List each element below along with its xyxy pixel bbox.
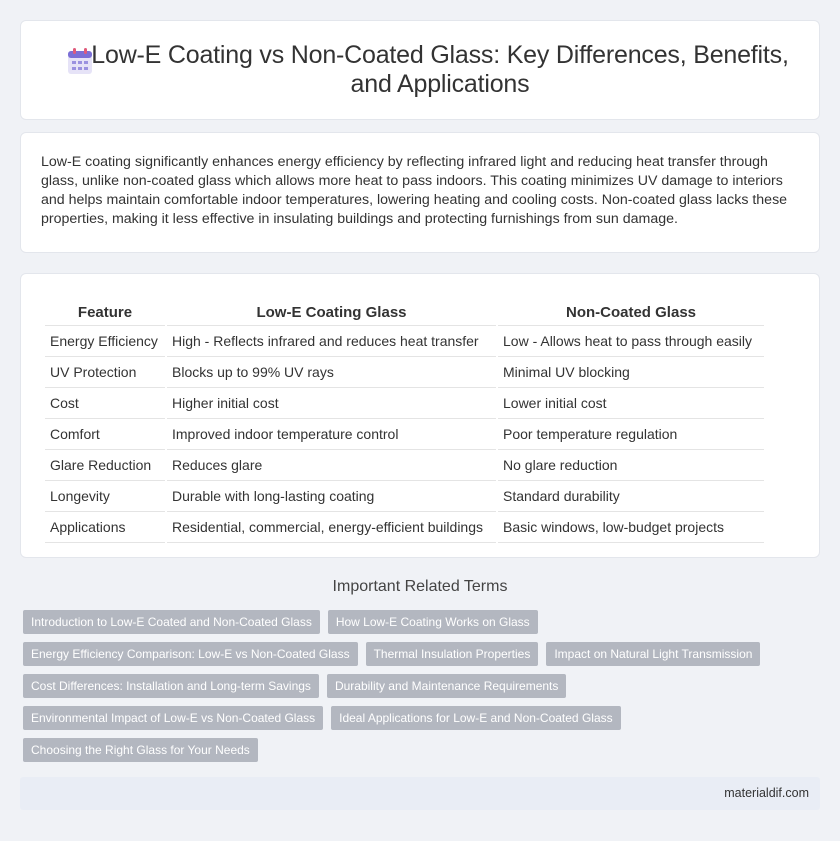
- comparison-table: [43, 296, 766, 543]
- related-term-tag[interactable]: Cost Differences: Installation and Long-term Savings: [23, 674, 319, 698]
- related-term-tag[interactable]: Durability and Maintenance Requirements: [327, 674, 566, 698]
- table-cell: Glare Reduction: [45, 450, 165, 481]
- table-cell: Blocks up to 99% UV rays: [167, 357, 496, 388]
- related-term-tag[interactable]: Choosing the Right Glass for Your Needs: [23, 738, 258, 762]
- table-cell: Improved indoor temperature control: [167, 419, 496, 450]
- column-header-low-e: Low-E Coating Glass: [167, 296, 496, 326]
- column-header-non-coated: Non-Coated Glass: [498, 296, 764, 326]
- footer-site-link[interactable]: materialdif.com: [724, 786, 809, 800]
- table-cell: Minimal UV blocking: [498, 357, 764, 388]
- table-cell: Low - Allows heat to pass through easily: [498, 326, 764, 357]
- table-cell: Residential, commercial, energy-efficient buildings: [167, 512, 496, 543]
- related-term-tag[interactable]: How Low-E Coating Works on Glass: [328, 610, 538, 634]
- related-terms-title: Important Related Terms: [332, 578, 508, 595]
- related-terms-list: [23, 610, 823, 770]
- related-term-tag[interactable]: Introduction to Low-E Coated and Non-Coated Glass: [23, 610, 320, 634]
- related-term-tag[interactable]: Thermal Insulation Properties: [366, 642, 539, 666]
- table-cell: UV Protection: [45, 357, 165, 388]
- header-card: [20, 20, 820, 120]
- column-header-feature: Feature: [45, 296, 165, 326]
- table-header-row: [45, 296, 764, 326]
- related-term-tag[interactable]: Energy Efficiency Comparison: Low-E vs Non-Coated Glass: [23, 642, 358, 666]
- related-term-tag[interactable]: Environmental Impact of Low-E vs Non-Coated Glass: [23, 706, 323, 730]
- table-cell: Comfort: [45, 419, 165, 450]
- intro-text: Low-E coating significantly enhances energy efficiency by reflecting infrared light and reducing heat transfer through glass, unlike non-coated glass which allows more heat to pass indoors. This coating minimizes UV damage to interiors and helps maintain comfortable indoor temperatures, lowering heating and cooling costs. Non-coated glass lacks these properties, making it less effective in insulating buildings and protecting furnishings from sun damage.: [41, 154, 788, 227]
- table-row: [45, 357, 764, 388]
- table-row: [45, 326, 764, 357]
- table-row: [45, 450, 764, 481]
- table-cell: Energy Efficiency: [45, 326, 165, 357]
- table-cell: Cost: [45, 388, 165, 419]
- footer: [20, 777, 820, 810]
- table-cell: Longevity: [45, 481, 165, 512]
- table-cell: Lower initial cost: [498, 388, 764, 419]
- table-cell: Durable with long-lasting coating: [167, 481, 496, 512]
- table-cell: Higher initial cost: [167, 388, 496, 419]
- table-row: [45, 388, 764, 419]
- table-row: [45, 481, 764, 512]
- related-term-tag[interactable]: Ideal Applications for Low-E and Non-Coated Glass: [331, 706, 621, 730]
- intro-card: [20, 132, 820, 253]
- table-cell: Reduces glare: [167, 450, 496, 481]
- table-row: [45, 512, 764, 543]
- page-title: Low-E Coating vs Non-Coated Glass: Key Differences, Benefits, and Applications: [91, 41, 789, 98]
- table-row: [45, 419, 764, 450]
- table-cell: High - Reflects infrared and reduces heat transfer: [167, 326, 496, 357]
- table-cell: Basic windows, low-budget projects: [498, 512, 764, 543]
- table-cell: No glare reduction: [498, 450, 764, 481]
- table-cell: Applications: [45, 512, 165, 543]
- comparison-table-card: [20, 273, 820, 558]
- related-term-tag[interactable]: Impact on Natural Light Transmission: [546, 642, 760, 666]
- table-cell: Poor temperature regulation: [498, 419, 764, 450]
- table-cell: Standard durability: [498, 481, 764, 512]
